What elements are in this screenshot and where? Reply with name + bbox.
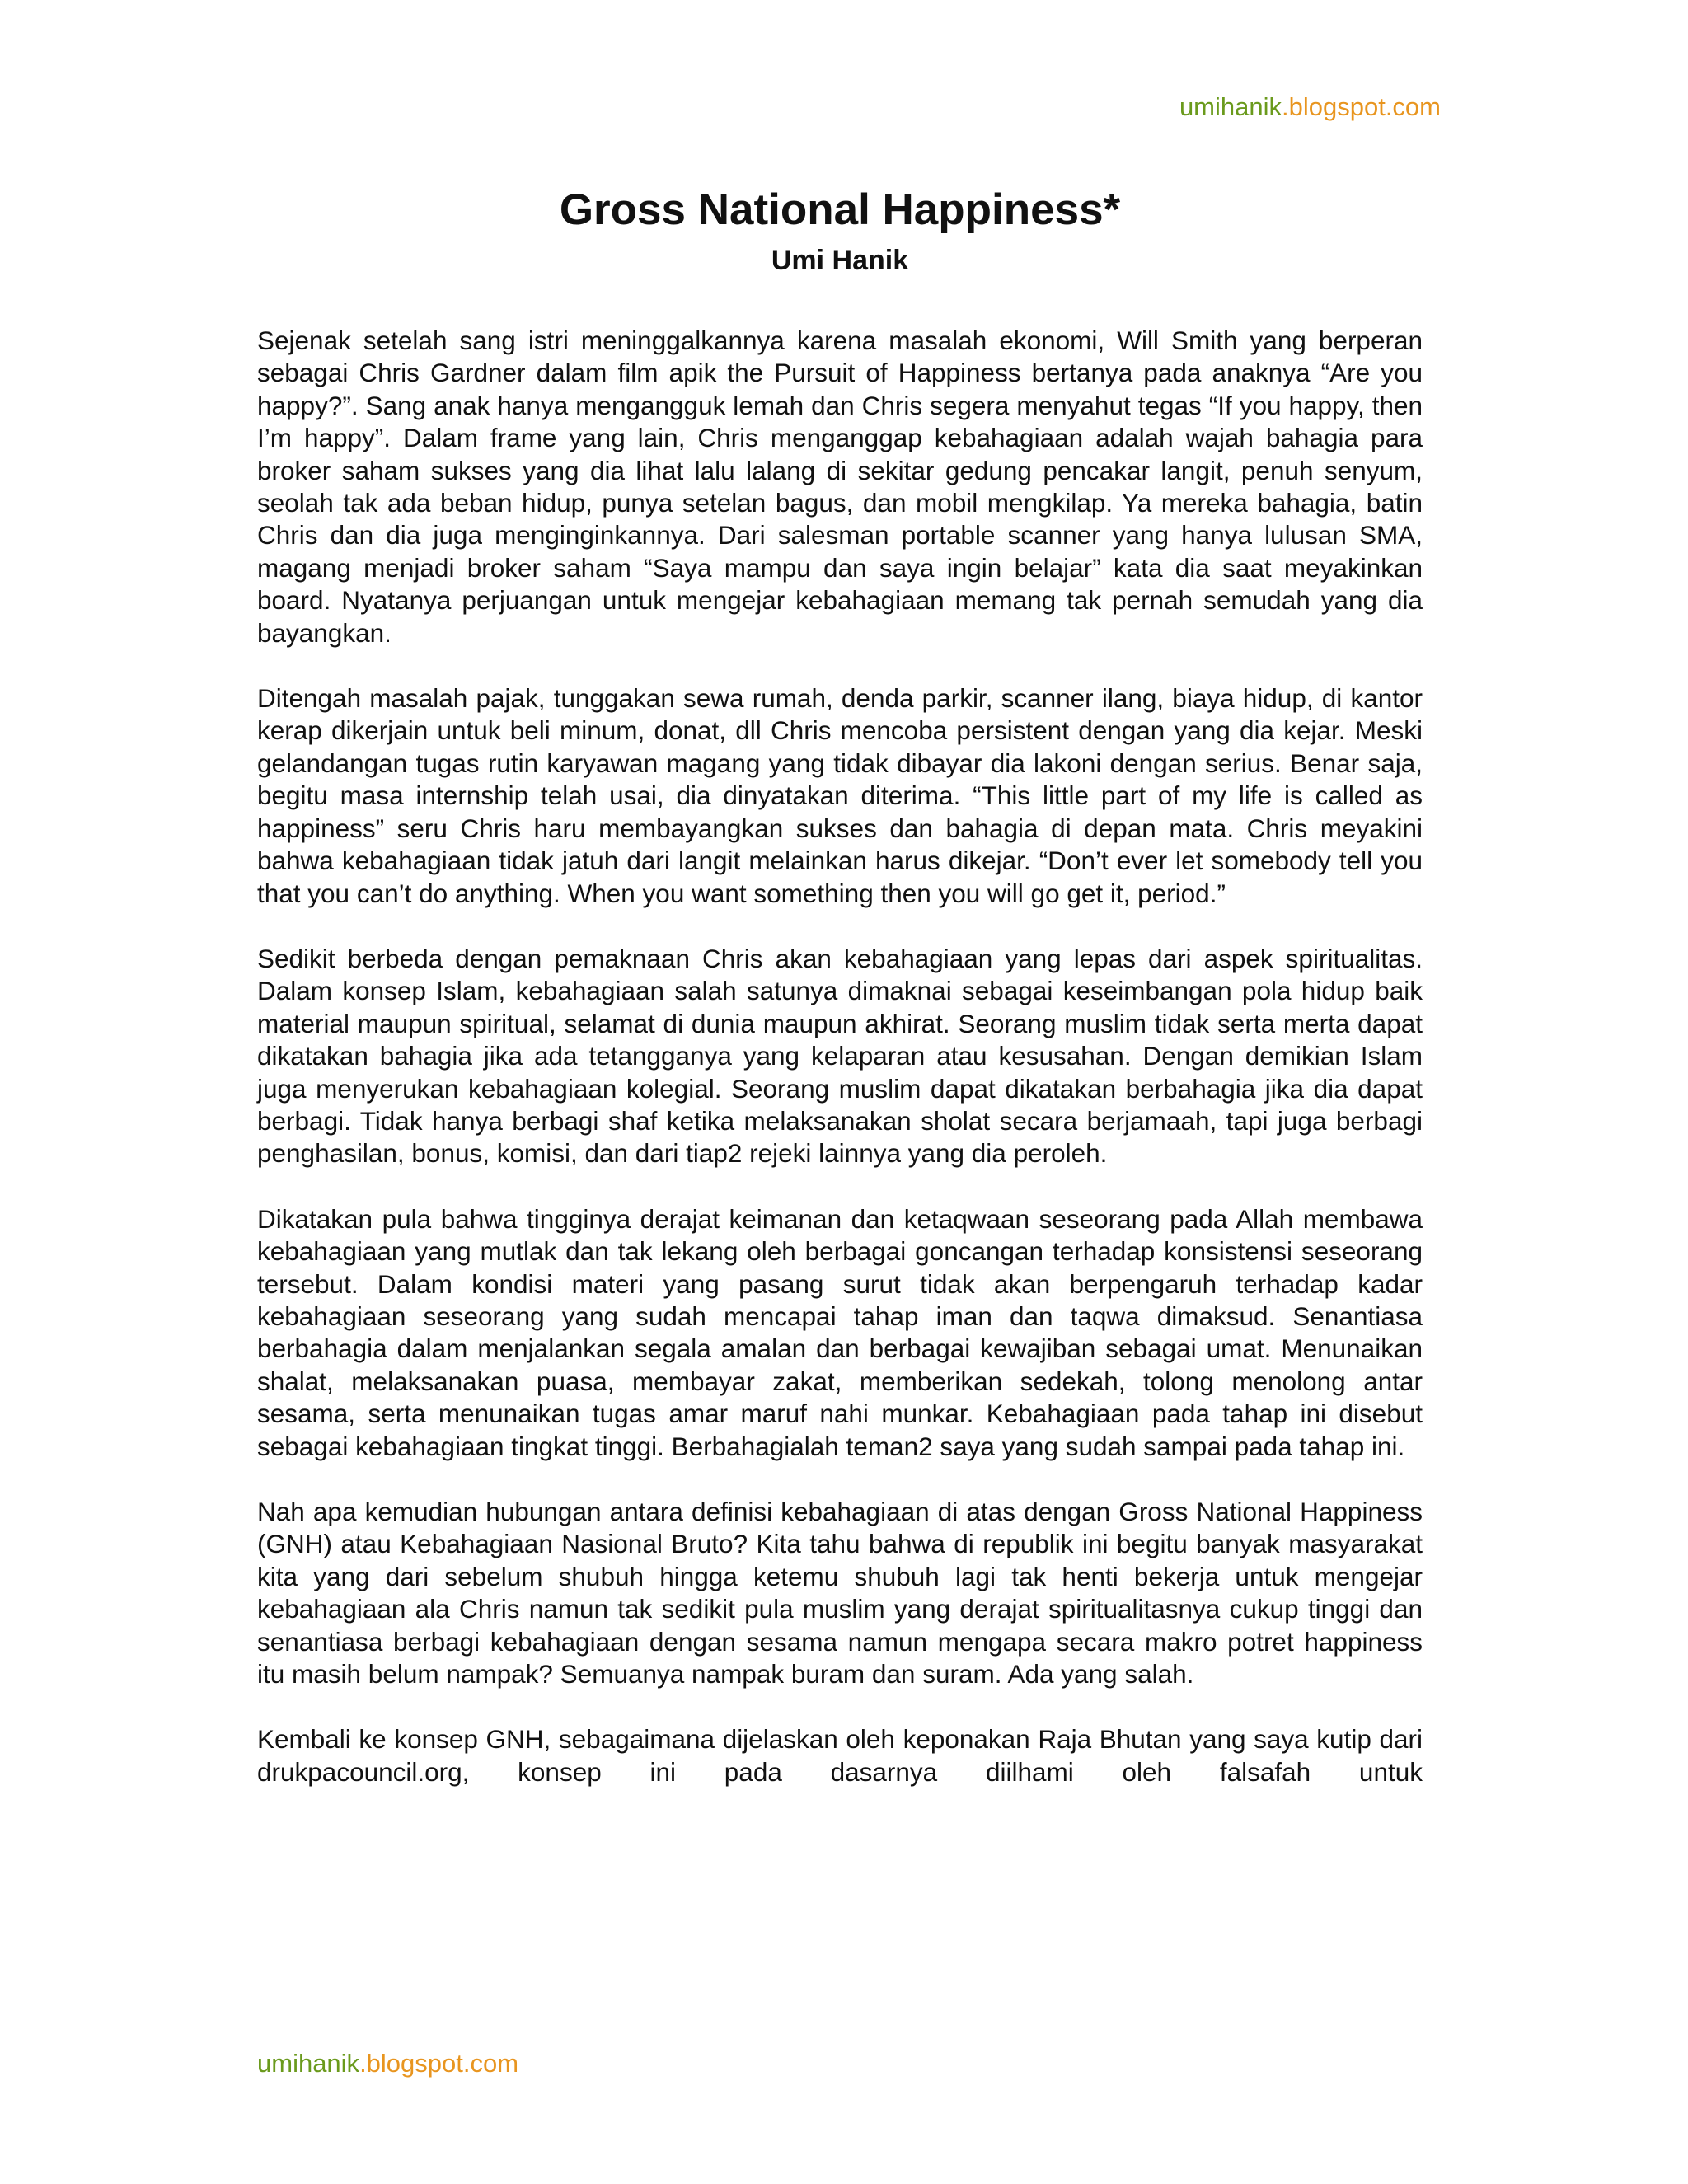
footer-site-name: umihanik <box>257 2049 360 2078</box>
header-site-name: umihanik <box>1179 92 1282 121</box>
document-body <box>257 325 1423 1821</box>
document-title: Gross National Happiness* <box>559 185 1121 234</box>
footer-site-link[interactable] <box>257 2047 518 2080</box>
document-author: Umi Hanik <box>771 245 909 276</box>
paragraph-4: Dikatakan pula bahwa tingginya derajat keimanan dan ketaqwaan seseorang pada Allah membawa kebahagiaan yang mutlak dan tak lekang oleh berbagai goncangan terhadap konsistensi seseorang tersebut. Dalam kondisi materi yang pasang surut tidak akan berpengaruh terhadap kadar kebahagiaan seseorang yang sudah mencapai tahap iman dan taqwa dimaksud. Senantiasa berbahagia dalam menjalankan segala amalan dan berbagai kewajiban sebagai umat. Menunaikan shalat, melaksanakan puasa, membayar zakat, memberikan sedekah, tolong menolong antar sesama, serta menunaikan tugas amar maruf nahi munkar. Kebahagiaan pada tahap ini disebut sebagai kebahagiaan tingkat tinggi. Berbahagialah teman2 saya yang sudah sampai pada tahap ini. <box>257 1203 1423 1461</box>
footer-site-domain: .blogspot.com <box>359 2049 519 2078</box>
header-site-link[interactable] <box>1179 91 1441 124</box>
paragraph-6: Kembali ke konsep GNH, sebagaimana dijelaskan oleh keponakan Raja Bhutan yang saya kutip dari drukpacouncil.org, konsep ini pada dasarnya diilhami oleh falsafah untuk <box>257 1724 1423 1787</box>
paragraph-5: Nah apa kemudian hubungan antara definisi kebahagiaan di atas dengan Gross National Happiness (GNH) atau Kebahagiaan Nasional Bruto? Kita tahu bahwa di republik ini begitu banyak masyarakat kita yang dari sebelum shubuh hingga ketemu shubuh lagi tak henti bekerja untuk mengejar kebahagiaan ala Chris namun tak sedikit pula muslim yang derajat spiritualitasnya cukup tinggi dan senantiasa berbagi kebahagiaan dengan sesama namun mengapa secara makro potret happiness itu masih belum nampak? Semuanya nampak buram dan suram. Ada yang salah. <box>257 1497 1423 1690</box>
paragraph-3: Sedikit berbeda dengan pemaknaan Chris akan kebahagiaan yang lepas dari aspek spiritualitas. Dalam konsep Islam, kebahagiaan salah satunya dimaknai sebagai keseimbangan pola hidup baik material maupun spiritual, selamat di dunia maupun akhirat. Seorang muslim tidak serta merta dapat dikatakan bahagia jika ada tetangganya yang kelaparan atau kesusahan. Dengan demikian Islam juga menyerukan kebahagiaan kolegial. Seorang muslim dapat dikatakan berbahagia jika dia dapat berbagi. Tidak hanya berbagi shaf ketika melaksanakan sholat secara berjamaah, tapi juga berbagi penghasilan, bonus, komisi, dan dari tiap2 rejeki lainnya yang dia peroleh. <box>257 943 1423 1169</box>
header-site-domain: .blogspot.com <box>1282 92 1441 121</box>
title-block <box>257 183 1423 279</box>
paragraph-1: Sejenak setelah sang istri meninggalkannya karena masalah ekonomi, Will Smith yang berperan sebagai Chris Gardner dalam film apik the Pursuit of Happiness bertanya pada anaknya “Are you happy?”. Sang anak hanya mengangguk lemah dan Chris segera menyahut tegas “If you happy, then I’m happy”. Dalam frame yang lain, Chris menganggap kebahagiaan adalah wajah bahagia para broker saham sukses yang dia lihat lalu lalang di sekitar gedung pencakar langit, penuh senyum, seolah tak ada beban hidup, punya setelan bagus, dan mobil mengkilap. Ya mereka bahagia, batin Chris dan dia juga menginginkannya. Dari salesman portable scanner yang hanya lulusan SMA, magang menjadi broker saham “Saya mampu dan saya ingin belajar” kata dia saat meyakinkan board. Nyatanya perjuangan untuk mengejar kebahagiaan memang tak pernah semudah yang dia bayangkan. <box>257 326 1423 648</box>
paragraph-2: Ditengah masalah pajak, tunggakan sewa rumah, denda parkir, scanner ilang, biaya hidup, di kantor kerap dikerjain untuk beli minum, donat, dll Chris mencoba persistent dengan yang dia kejar. Meski gelandangan tugas rutin karyawan magang yang tidak dibayar dia lakoni dengan serius. Benar saja, begitu masa internship telah usai, dia dinyatakan diterima. “This little part of my life is called as happiness” seru Chris haru membayangkan sukses dan bahagia di depan mata. Chris meyakini bahwa kebahagiaan tidak jatuh dari langit melainkan harus dikejar. “Don’t ever let somebody tell you that you can’t do anything. When you want something then you will go get it, period.” <box>257 683 1423 908</box>
